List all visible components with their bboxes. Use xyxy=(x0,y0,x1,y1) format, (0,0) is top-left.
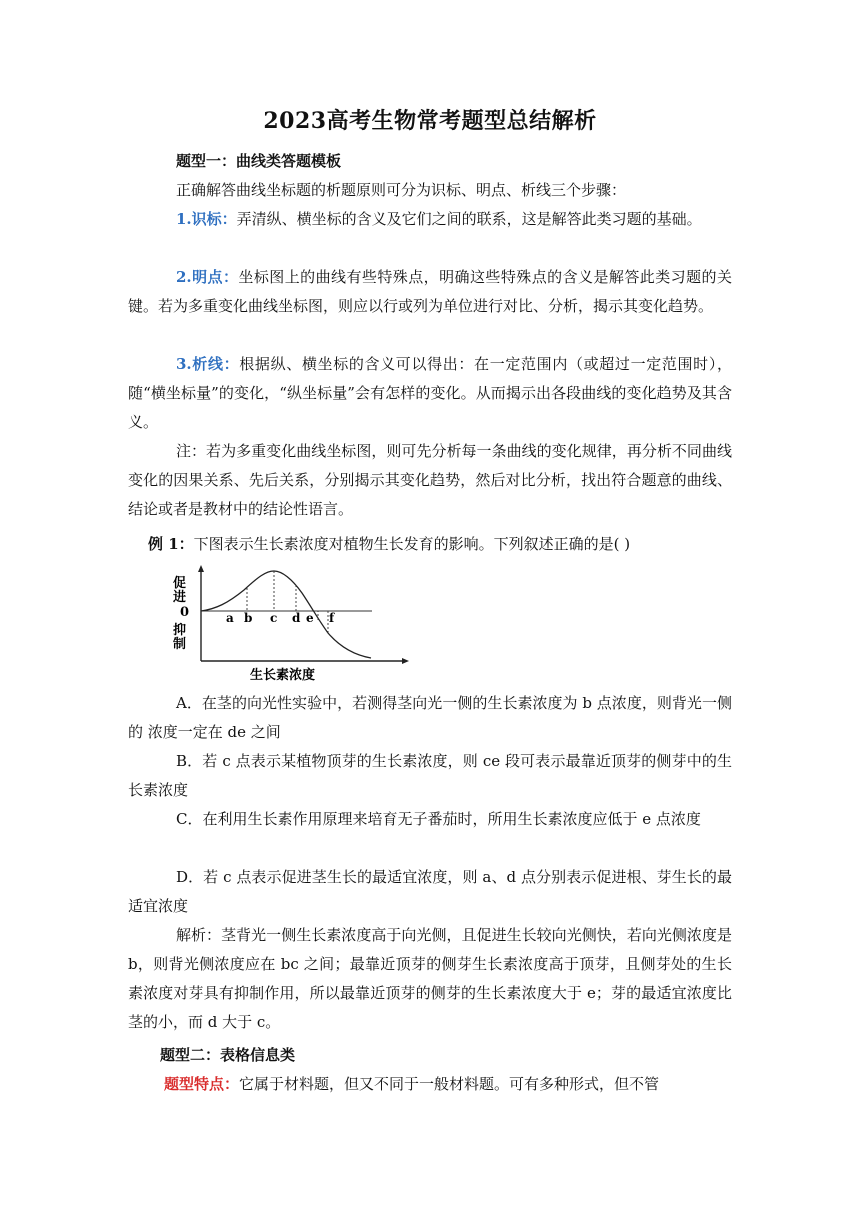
example-label: 例 1： xyxy=(148,535,194,553)
point-label-b: b xyxy=(244,611,253,625)
section1-note: 注：若为多重变化曲线坐标图，则可先分析每一条曲线的变化规律，再分析不同曲线变化的因果关系、先后关系，分别揭示其变化趋势，然后对比分析，找出符合题意的曲线、结论或者是教材中的结论性语言。 xyxy=(128,442,732,518)
option-b: B．若 c 点表示某植物顶芽的生长素浓度，则 ce 段可表示最靠近顶芽的侧芽中的生长素浓度 xyxy=(128,752,732,799)
step-label: 1.识标： xyxy=(176,210,237,228)
point-label-c: c xyxy=(270,611,278,625)
example-question-text: 下图表示生长素浓度对植物生长发育的影响。下列叙述正确的是( ) xyxy=(193,535,631,553)
step-label: 3.析线： xyxy=(176,355,240,373)
point-label-f: f xyxy=(329,611,335,625)
y-axis-arrow xyxy=(198,565,204,572)
section2-heading: 题型二：表格信息类 xyxy=(160,1046,296,1064)
origin-label: 0 xyxy=(180,605,190,620)
step-label: 2.明点： xyxy=(176,268,239,286)
step-text: 弄清纵、横坐标的含义及它们之间的联系，这是解答此类习题的基础。 xyxy=(236,210,702,228)
example-question xyxy=(148,530,738,559)
feature-text: 它属于材料题，但又不同于一般材料题。可有多种形式，但不管 xyxy=(239,1075,660,1093)
ylabel-promote-1: 促 xyxy=(173,576,187,591)
page-title: 2023高考生物常考题型总结解析 xyxy=(263,108,597,134)
option-a: A．在茎的向光性实验中，若测得茎向光一侧的生长素浓度为 b 点浓度，则背光一侧的 浓度一定在 de 之间 xyxy=(128,694,732,741)
section1-heading: 题型一：曲线类答题模板 xyxy=(176,152,342,170)
ylabel-inhibit-2: 制 xyxy=(173,637,187,652)
step-text: 根据纵、横坐标的含义可以得出：在一定范围内（或超过一定范围时），随“横坐标量”的变化，“纵坐标量”会有怎样的变化。从而揭示出各段曲线的变化趋势及其含义。 xyxy=(128,355,732,431)
section2-feature xyxy=(164,1070,736,1099)
option-d: D．若 c 点表示促进茎生长的最适宜浓度，则 a、d 点分别表示促进根、芽生长的最适宜浓度 xyxy=(128,868,732,915)
point-label-d: d xyxy=(292,611,301,625)
ylabel-inhibit-1: 抑 xyxy=(173,623,187,638)
option-c: C．在利用生长素作用原理来培育无子番茄时，所用生长素浓度应低于 e 点浓度 xyxy=(176,810,701,828)
auxin-curve-chart xyxy=(168,563,413,685)
x-axis-label: 生长素浓度 xyxy=(250,668,316,683)
point-label-a: a xyxy=(226,611,234,625)
section1-intro: 正确解答曲线坐标题的析题原则可分为识标、明点、析线三个步骤： xyxy=(176,181,627,199)
step-text: 坐标图上的曲线有些特殊点，明确这些特殊点的含义是解答此类习题的关键。若为多重变化曲线坐标图，则应以行或列为单位进行对比、分析，揭示其变化趋势。 xyxy=(128,268,732,315)
feature-label: 题型特点： xyxy=(164,1075,240,1093)
step-points xyxy=(128,263,732,321)
x-axis-arrow xyxy=(402,658,409,664)
point-label-e: e xyxy=(306,611,314,625)
step-analyze-lines xyxy=(128,350,732,437)
step-identify xyxy=(128,205,732,234)
ylabel-promote-2: 进 xyxy=(173,590,187,605)
example-analysis: 解析：茎背光一侧生长素浓度高于向光侧，且促进生长较向光侧快，若向光侧浓度是 b，则背光侧浓度应在 bc 之间；最靠近顶芽的侧芽生长素浓度高于顶芽，且侧芽处的生长素浓度对芽具有抑制作用，所以最靠近顶芽的侧芽的生长素浓度大于 e；芽的最适宜浓度比茎的小，而 d 大于 c。 xyxy=(128,926,732,1031)
